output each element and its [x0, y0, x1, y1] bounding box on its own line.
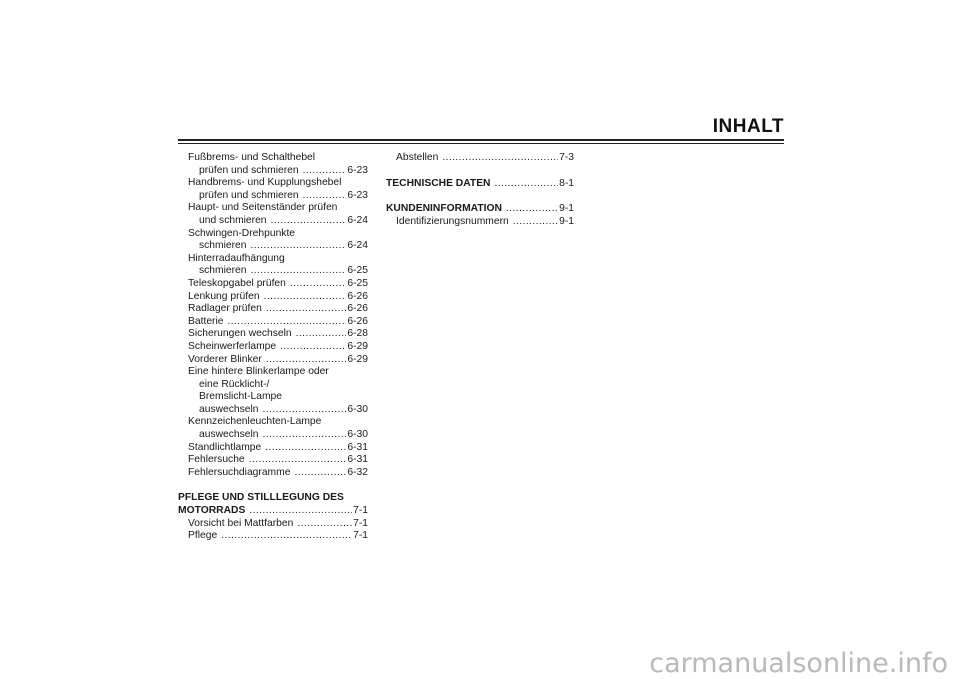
- toc-entry-line[interactable]: Radlager prüfen ..... 6-26: [178, 303, 368, 316]
- toc-entry-line[interactable]: Kennzeichenleuchten-Lampe: [188, 416, 322, 428]
- toc-entry-line[interactable]: Handbrems- und Kupplungshebel: [188, 177, 342, 189]
- page-number: 9-1: [559, 203, 574, 215]
- toc-left-column: [178, 152, 368, 543]
- toc-entry-line[interactable]: Vorderer Blinker ..... 6-29: [178, 354, 368, 367]
- toc-entry-line[interactable]: und schmieren ..... 6-24: [178, 215, 368, 228]
- toc-entry-line[interactable]: schmieren ..... 6-25: [178, 265, 368, 278]
- dot-leader: [228, 316, 347, 329]
- page-number: 6-25: [347, 265, 368, 277]
- page-title: INHALT: [712, 116, 784, 137]
- toc-entry-line[interactable]: Fehlersuche ..... 6-31: [178, 454, 368, 467]
- page-number: 7-1: [353, 505, 368, 517]
- dot-leader: [297, 518, 352, 531]
- toc-section-line[interactable]: PFLEGE UND STILLLEGUNG DES: [178, 492, 344, 504]
- page-number: 6-31: [347, 441, 368, 453]
- dot-leader: [266, 354, 347, 367]
- dot-leader: [263, 404, 347, 417]
- page-number: 6-31: [347, 454, 368, 466]
- section-gap: [178, 479, 368, 492]
- page-number: 8-1: [559, 177, 574, 189]
- page-number: 6-28: [347, 328, 368, 340]
- page-number: 6-23: [347, 189, 368, 201]
- page-number: 6-24: [347, 214, 368, 226]
- page-number: 7-1: [353, 530, 368, 542]
- toc-section-line[interactable]: TECHNISCHE DATEN ..... 8-1: [386, 178, 574, 191]
- toc-entry-line[interactable]: schmieren ..... 6-24: [178, 240, 368, 253]
- toc-entry-line[interactable]: Lenkung prüfen ..... 6-26: [178, 291, 368, 304]
- toc-entry-line[interactable]: Fußbrems- und Schalthebel: [188, 152, 316, 163]
- page-number: 6-26: [347, 303, 368, 315]
- toc-section-line[interactable]: KUNDENINFORMATION ..... 9-1: [386, 203, 574, 216]
- dot-leader: [221, 530, 352, 543]
- toc-entry-line[interactable]: auswechseln ..... 6-30: [178, 404, 368, 417]
- dot-leader: [264, 291, 347, 304]
- dot-leader: [506, 203, 558, 216]
- page-number: 6-32: [347, 466, 368, 478]
- page-number: 6-29: [347, 340, 368, 352]
- dot-leader: [251, 240, 347, 253]
- watermark: carmanualsonline.info: [649, 648, 948, 679]
- toc-entry-line[interactable]: Bremslicht-Lampe: [199, 391, 282, 403]
- toc-entry-line[interactable]: Identifizierungsnummern ..... 9-1: [386, 216, 574, 229]
- toc-entry-line[interactable]: prüfen und schmieren ..... 6-23: [178, 190, 368, 203]
- dot-leader: [495, 178, 559, 191]
- toc-entry-line[interactable]: Standlichtlampe ..... 6-31: [178, 442, 368, 455]
- page-number: 7-3: [559, 152, 574, 163]
- page-number: 6-25: [347, 277, 368, 289]
- section-gap: [386, 190, 574, 203]
- page-number: 7-1: [353, 517, 368, 529]
- toc-right-column: [386, 152, 574, 228]
- page-number: 6-26: [347, 290, 368, 302]
- toc-entry-line[interactable]: Schwingen-Drehpunkte: [188, 227, 296, 239]
- dot-leader: [249, 505, 352, 518]
- header-rule-thin: [178, 143, 784, 144]
- toc-entry-line[interactable]: Haupt- und Seitenständer prüfen: [188, 202, 338, 214]
- dot-leader: [265, 442, 346, 455]
- dot-leader: [271, 215, 347, 228]
- dot-leader: [294, 467, 346, 480]
- dot-leader: [303, 165, 347, 178]
- dot-leader: [442, 152, 558, 165]
- dot-leader: [249, 454, 347, 467]
- dot-leader: [280, 341, 346, 354]
- toc-entry-line[interactable]: Vorsicht bei Mattfarben ..... 7-1: [178, 518, 368, 531]
- toc-entry-line[interactable]: Teleskopgabel prüfen ..... 6-25: [178, 278, 368, 291]
- section-gap: [386, 165, 574, 178]
- toc-entry-line[interactable]: auswechseln ..... 6-30: [178, 429, 368, 442]
- page-number: 6-24: [347, 240, 368, 252]
- dot-leader: [296, 328, 347, 341]
- header-rule-thick: [178, 139, 784, 141]
- dot-leader: [303, 190, 347, 203]
- page-number: 6-29: [347, 353, 368, 365]
- toc-entry-line[interactable]: Hinterradaufhängung: [188, 252, 285, 264]
- toc-entry-line[interactable]: Pflege ..... 7-1: [178, 530, 368, 543]
- toc-entry-line[interactable]: Scheinwerferlampe ..... 6-29: [178, 341, 368, 354]
- page-number: 6-26: [347, 315, 368, 327]
- toc-entry-line[interactable]: Batterie ..... 6-26: [178, 316, 368, 329]
- toc-entry-line[interactable]: Sicherungen wechseln ..... 6-28: [178, 328, 368, 341]
- dot-leader: [266, 303, 347, 316]
- toc-entry-line[interactable]: Fehlersuchdiagramme ..... 6-32: [178, 467, 368, 480]
- page-number: 6-23: [347, 164, 368, 176]
- toc-entry-line[interactable]: prüfen und schmieren ..... 6-23: [178, 165, 368, 178]
- dot-leader: [251, 265, 347, 278]
- toc-entry-line[interactable]: Abstellen ..... 7-3: [386, 152, 574, 165]
- dot-leader: [290, 278, 347, 291]
- page-number: 6-30: [347, 429, 368, 441]
- toc-entry-line[interactable]: Eine hintere Blinkerlampe oder: [188, 366, 329, 378]
- page-number: 9-1: [559, 215, 574, 227]
- toc-entry-line[interactable]: eine Rücklicht-/: [199, 378, 270, 390]
- toc-section-line[interactable]: MOTORRADS ..... 7-1: [178, 505, 368, 518]
- page-number: 6-30: [347, 403, 368, 415]
- dot-leader: [513, 216, 558, 229]
- dot-leader: [263, 429, 347, 442]
